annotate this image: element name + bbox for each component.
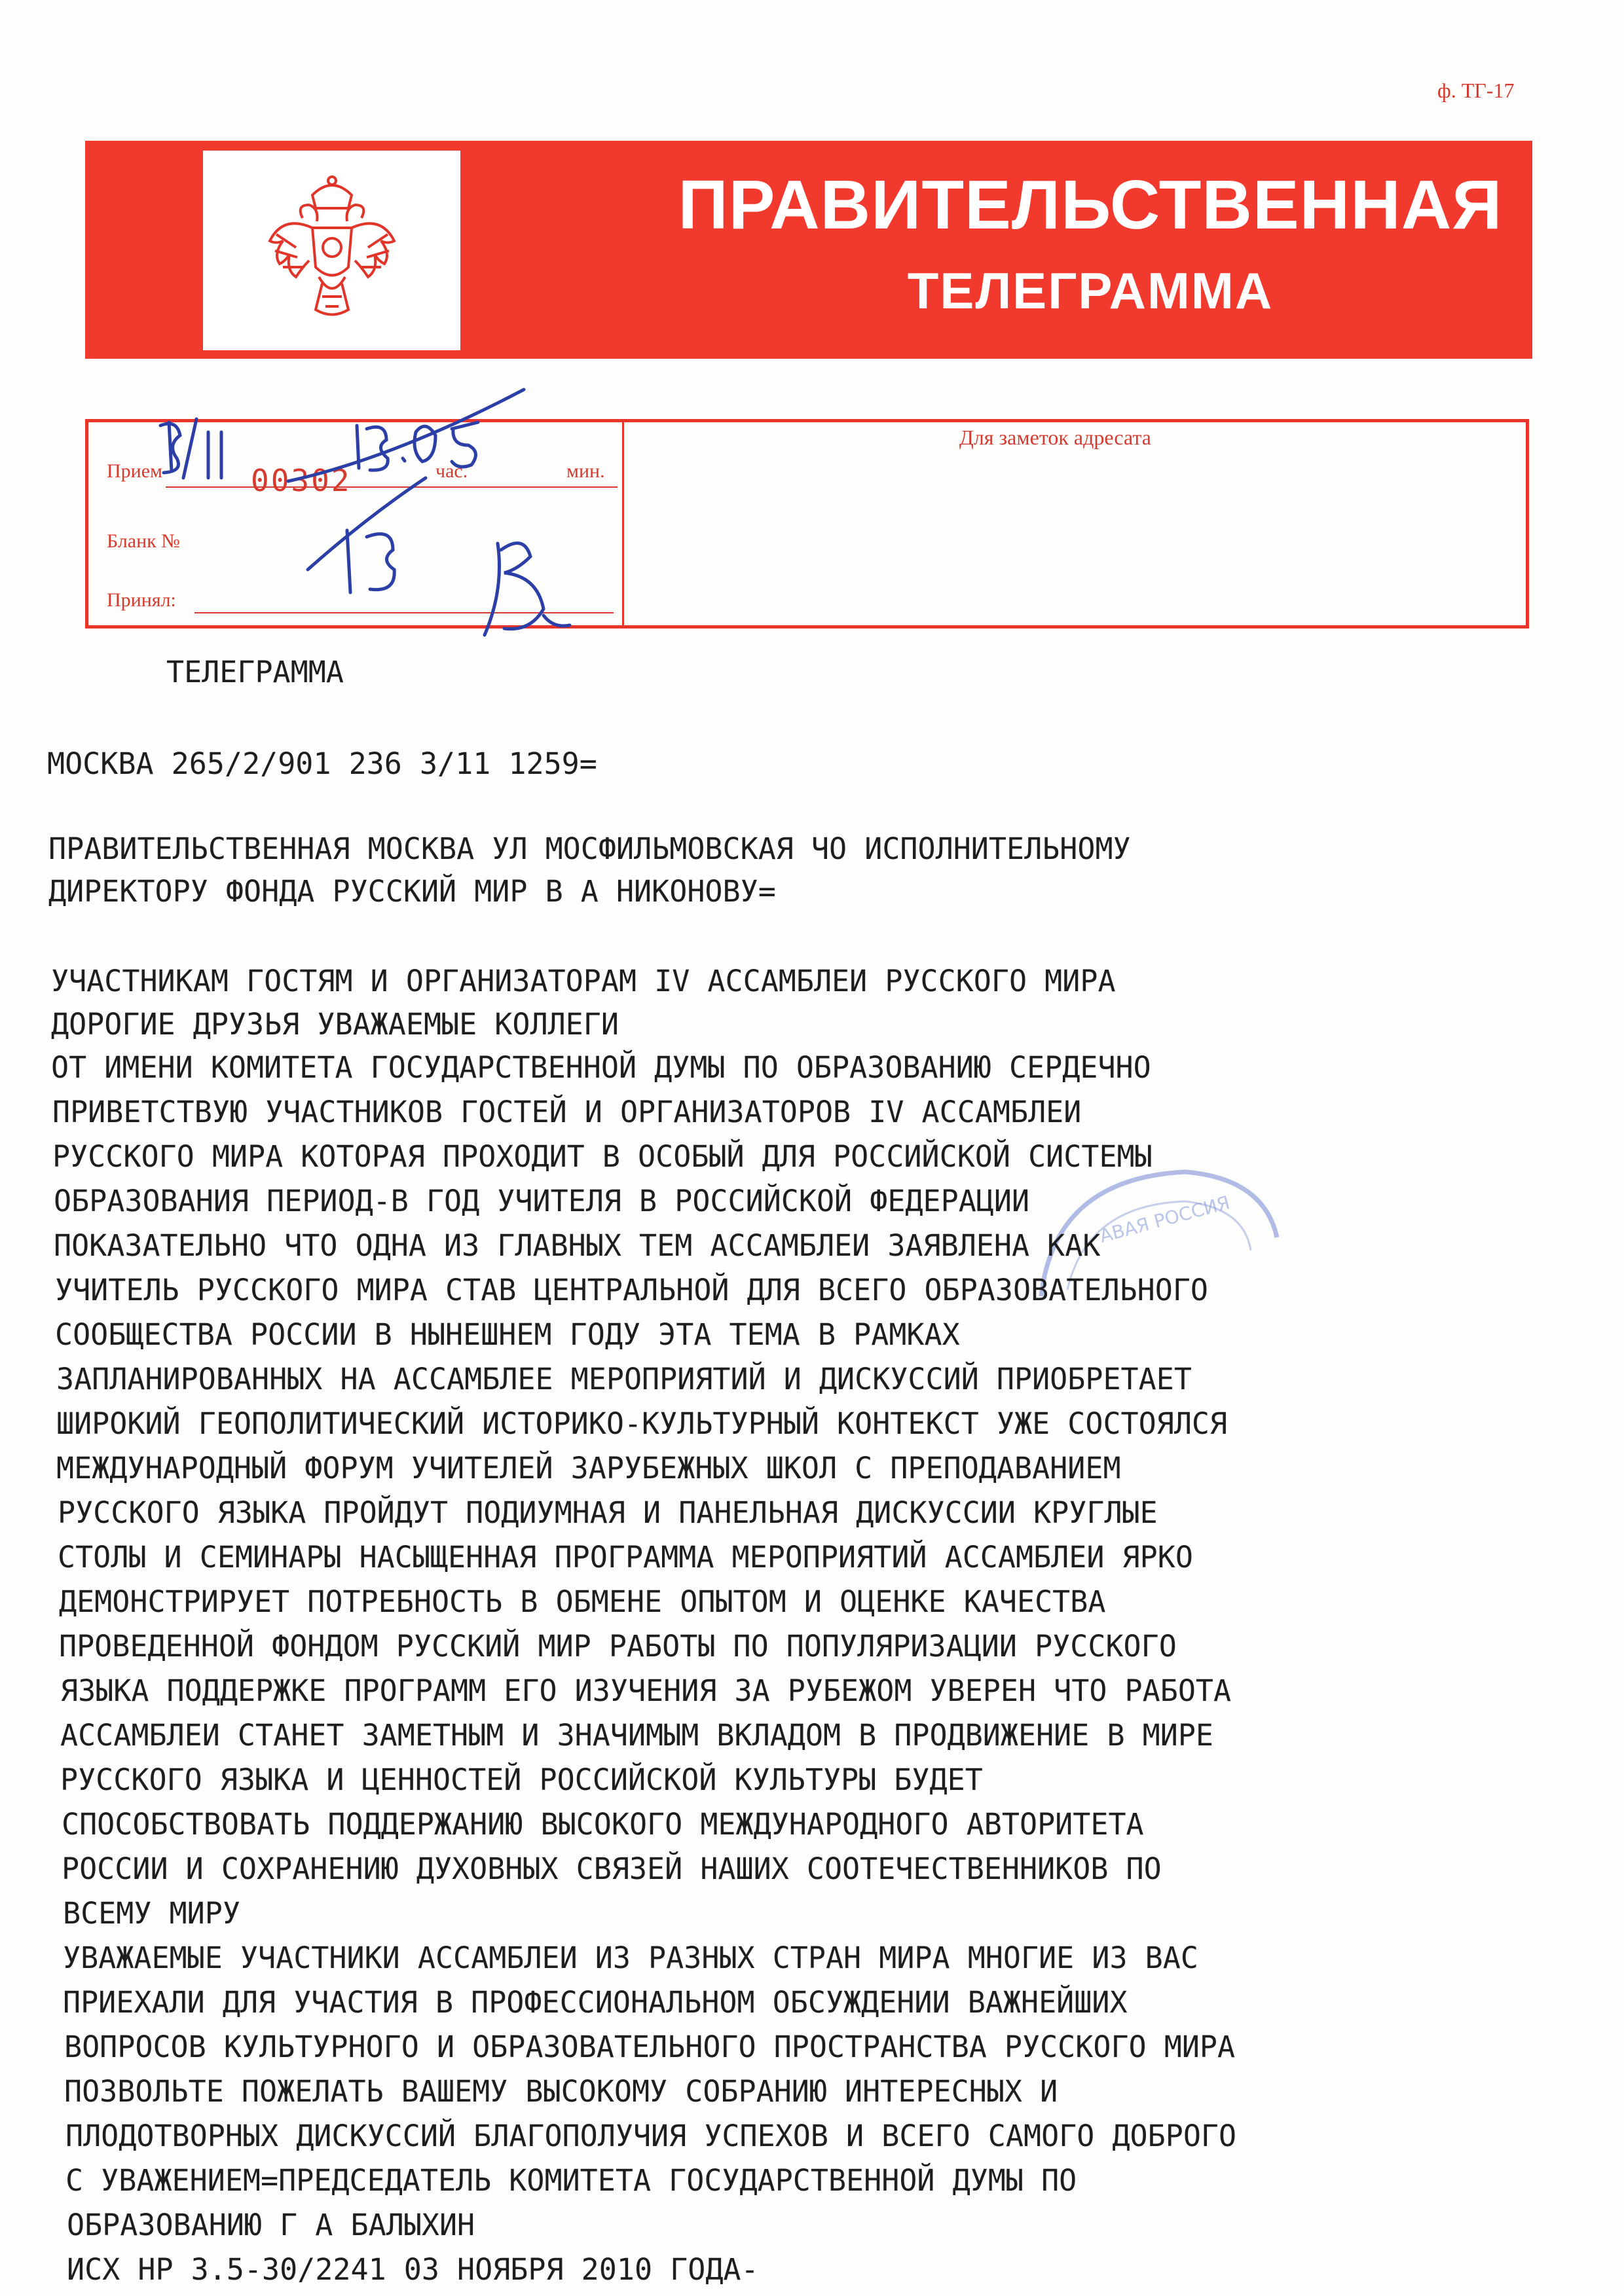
- telegram-line: ДОРОГИЕ ДРУЗЬЯ УВАЖАЕМЫЕ КОЛЛЕГИ: [51, 1007, 619, 1042]
- telegram-line: МЕЖДУНАРОДНЫЙ ФОРУМ УЧИТЕЛЕЙ ЗАРУБЕЖНЫХ ШКОЛ С ПРЕПОДАВАНИЕМ: [56, 1451, 1121, 1485]
- received-label: Прием: [107, 460, 163, 482]
- telegram-line: СПОСОБСТВОВАТЬ ПОДДЕРЖАНИЮ ВЫСОКОГО МЕЖДУНАРОДНОГО АВТОРИТЕТА: [62, 1807, 1144, 1842]
- telegram-line: ОТ ИМЕНИ КОМИТЕТА ГОСУДАРСТВЕННОЙ ДУМЫ ПО ОБРАЗОВАНИЮ СЕРДЕЧНО: [51, 1050, 1151, 1085]
- telegram-line: АССАМБЛЕИ СТАНЕТ ЗАМЕТНЫМ И ЗНАЧИМЫМ ВКЛАДОМ В ПРОДВИЖЕНИЕ В МИРЕ: [60, 1718, 1213, 1753]
- form-number-label: Бланк №: [107, 530, 180, 552]
- received-line: [166, 486, 618, 488]
- telegram-line: ШИРОКИЙ ГЕОПОЛИТИЧЕСКИЙ ИСТОРИКО-КУЛЬТУРНЫЙ КОНТЕКСТ УЖЕ СОСТОЯЛСЯ: [56, 1406, 1228, 1441]
- telegram-line: ПРИВЕТСТВУЮ УЧАСТНИКОВ ГОСТЕЙ И ОРГАНИЗАТОРОВ IV АССАМБЛЕИ: [52, 1095, 1082, 1129]
- notes-label: Для заметок адресата: [959, 426, 1151, 449]
- telegram-line: ПЛОДОТВОРНЫХ ДИСКУССИЙ БЛАГОПОЛУЧИЯ УСПЕХОВ И ВСЕГО САМОГО ДОБРОГО: [65, 2119, 1237, 2153]
- minutes-label: мин.: [566, 460, 605, 482]
- telegram-line: СООБЩЕСТВА РОССИИ В НЫНЕШНЕМ ГОДУ ЭТА ТЕМА В РАМКАХ: [55, 1317, 960, 1352]
- telegram-line: ВОПРОСОВ КУЛЬТУРНОГО И ОБРАЗОВАТЕЛЬНОГО ПРОСТРАНСТВА РУССКОГО МИРА: [64, 2030, 1236, 2064]
- coat-of-arms-icon: [203, 151, 460, 350]
- telegram-line: ПРОВЕДЕННОЙ ФОНДОМ РУССКИЙ МИР РАБОТЫ ПО ПОПУЛЯРИЗАЦИИ РУССКОГО: [59, 1629, 1177, 1664]
- form-code: ф. ТГ-17: [1437, 79, 1515, 102]
- telegram-line: ОБРАЗОВАНИЯ ПЕРИОД-В ГОД УЧИТЕЛЯ В РОССИЙСКОЙ ФЕДЕРАЦИИ: [54, 1184, 1030, 1218]
- telegram-line: ДИРЕКТОРУ ФОНДА РУССКИЙ МИР В А НИКОНОВУ=: [48, 874, 776, 909]
- accepted-line: [194, 612, 614, 613]
- hours-label: час.: [435, 460, 468, 482]
- telegram-line: ДЕМОНСТРИРУЕТ ПОТРЕБНОСТЬ В ОБМЕНЕ ОПЫТОМ И ОЦЕНКЕ КАЧЕСТВА: [59, 1584, 1106, 1619]
- telegram-line: ПРАВИТЕЛЬСТВЕННАЯ МОСКВА УЛ МОСФИЛЬМОВСКАЯ ЧО ИСПОЛНИТЕЛЬНОМУ: [48, 831, 1131, 866]
- banner-subtitle: ТЕЛЕГРАММА: [907, 262, 1274, 319]
- service-fields: [88, 422, 624, 625]
- telegram-line: ВСЕМУ МИРУ: [63, 1896, 240, 1931]
- telegram-line: С УВАЖЕНИЕМ=ПРЕДСЕДАТЕЛЬ КОМИТЕТА ГОСУДАРСТВЕННОЙ ДУМЫ ПО: [65, 2163, 1077, 2198]
- telegram-line: РУССКОГО МИРА КОТОРАЯ ПРОХОДИТ В ОСОБЫЙ ДЛЯ РОССИЙСКОЙ СИСТЕМЫ: [52, 1139, 1153, 1174]
- telegram-line: ЗАПЛАНИРОВАННЫХ НА АССАМБЛЕЕ МЕРОПРИЯТИЙ И ДИСКУССИЙ ПРИОБРЕТАЕТ: [56, 1362, 1192, 1396]
- telegram-number: 00302: [251, 463, 352, 498]
- telegram-line: РУССКОГО ЯЗЫКА И ЦЕННОСТЕЙ РОССИЙСКОЙ КУЛЬТУРЫ БУДЕТ: [60, 1762, 983, 1797]
- telegram-line: РУССКОГО ЯЗЫКА ПРОЙДУТ ПОДИУМНАЯ И ПАНЕЛЬНАЯ ДИСКУССИИ КРУГЛЫЕ: [58, 1495, 1158, 1530]
- service-box: [85, 419, 1529, 629]
- telegram-line: ИСХ НР 3.5-30/2241 03 НОЯБРЯ 2010 ГОДА-: [67, 2252, 759, 2287]
- accepted-label: Принял:: [107, 589, 176, 611]
- telegram-line: ПОКАЗАТЕЛЬНО ЧТО ОДНА ИЗ ГЛАВНЫХ ТЕМ АССАМБЛЕИ ЗАЯВЛЕНА КАК: [54, 1228, 1101, 1263]
- telegram-line: ПРИЕХАЛИ ДЛЯ УЧАСТИЯ В ПРОФЕССИОНАЛЬНОМ ОБСУЖДЕНИИ ВАЖНЕЙШИХ: [63, 1985, 1128, 2020]
- telegram-line: РОССИИ И СОХРАНЕНИЮ ДУХОВНЫХ СВЯЗЕЙ НАШИХ СООТЕЧЕСТВЕННИКОВ ПО: [62, 1851, 1162, 1886]
- banner-title: ПРАВИТЕЛЬСТВЕННАЯ: [678, 166, 1503, 244]
- svg-text:АВАЯ РОССИЯ: АВАЯ РОССИЯ: [1097, 1192, 1232, 1247]
- telegram-banner: [85, 141, 1532, 359]
- telegram-line: УЧИТЕЛЬ РУССКОГО МИРА СТАВ ЦЕНТРАЛЬНОЙ ДЛЯ ВСЕГО ОБРАЗОВАТЕЛЬНОГО: [55, 1273, 1208, 1307]
- telegram-line: МОСКВА 265/2/901 236 3/11 1259=: [47, 746, 597, 781]
- telegram-heading: ТЕЛЕГРАММА: [166, 655, 344, 689]
- telegram-line: СТОЛЫ И СЕМИНАРЫ НАСЫЩЕННАЯ ПРОГРАММА МЕРОПРИЯТИЙ АССАМБЛЕИ ЯРКО: [58, 1540, 1193, 1575]
- telegram-line: ЯЗЫКА ПОДДЕРЖКЕ ПРОГРАММ ЕГО ИЗУЧЕНИЯ ЗА РУБЕЖОМ УВЕРЕН ЧТО РАБОТА: [60, 1673, 1232, 1708]
- telegram-line: ПОЗВОЛЬТЕ ПОЖЕЛАТЬ ВАШЕМУ ВЫСОКОМУ СОБРАНИЮ ИНТЕРЕСНЫХ И: [64, 2074, 1058, 2109]
- telegram-line: ОБРАЗОВАНИЮ Г А БАЛЫХИН: [67, 2208, 475, 2242]
- telegram-line: УВАЖАЕМЫЕ УЧАСТНИКИ АССАМБЛЕИ ИЗ РАЗНЫХ СТРАН МИРА МНОГИЕ ИЗ ВАС: [63, 1941, 1198, 1975]
- telegram-line: УЧАСТНИКАМ ГОСТЯМ И ОРГАНИЗАТОРАМ IV АССАМБЛЕИ РУССКОГО МИРА: [51, 964, 1116, 998]
